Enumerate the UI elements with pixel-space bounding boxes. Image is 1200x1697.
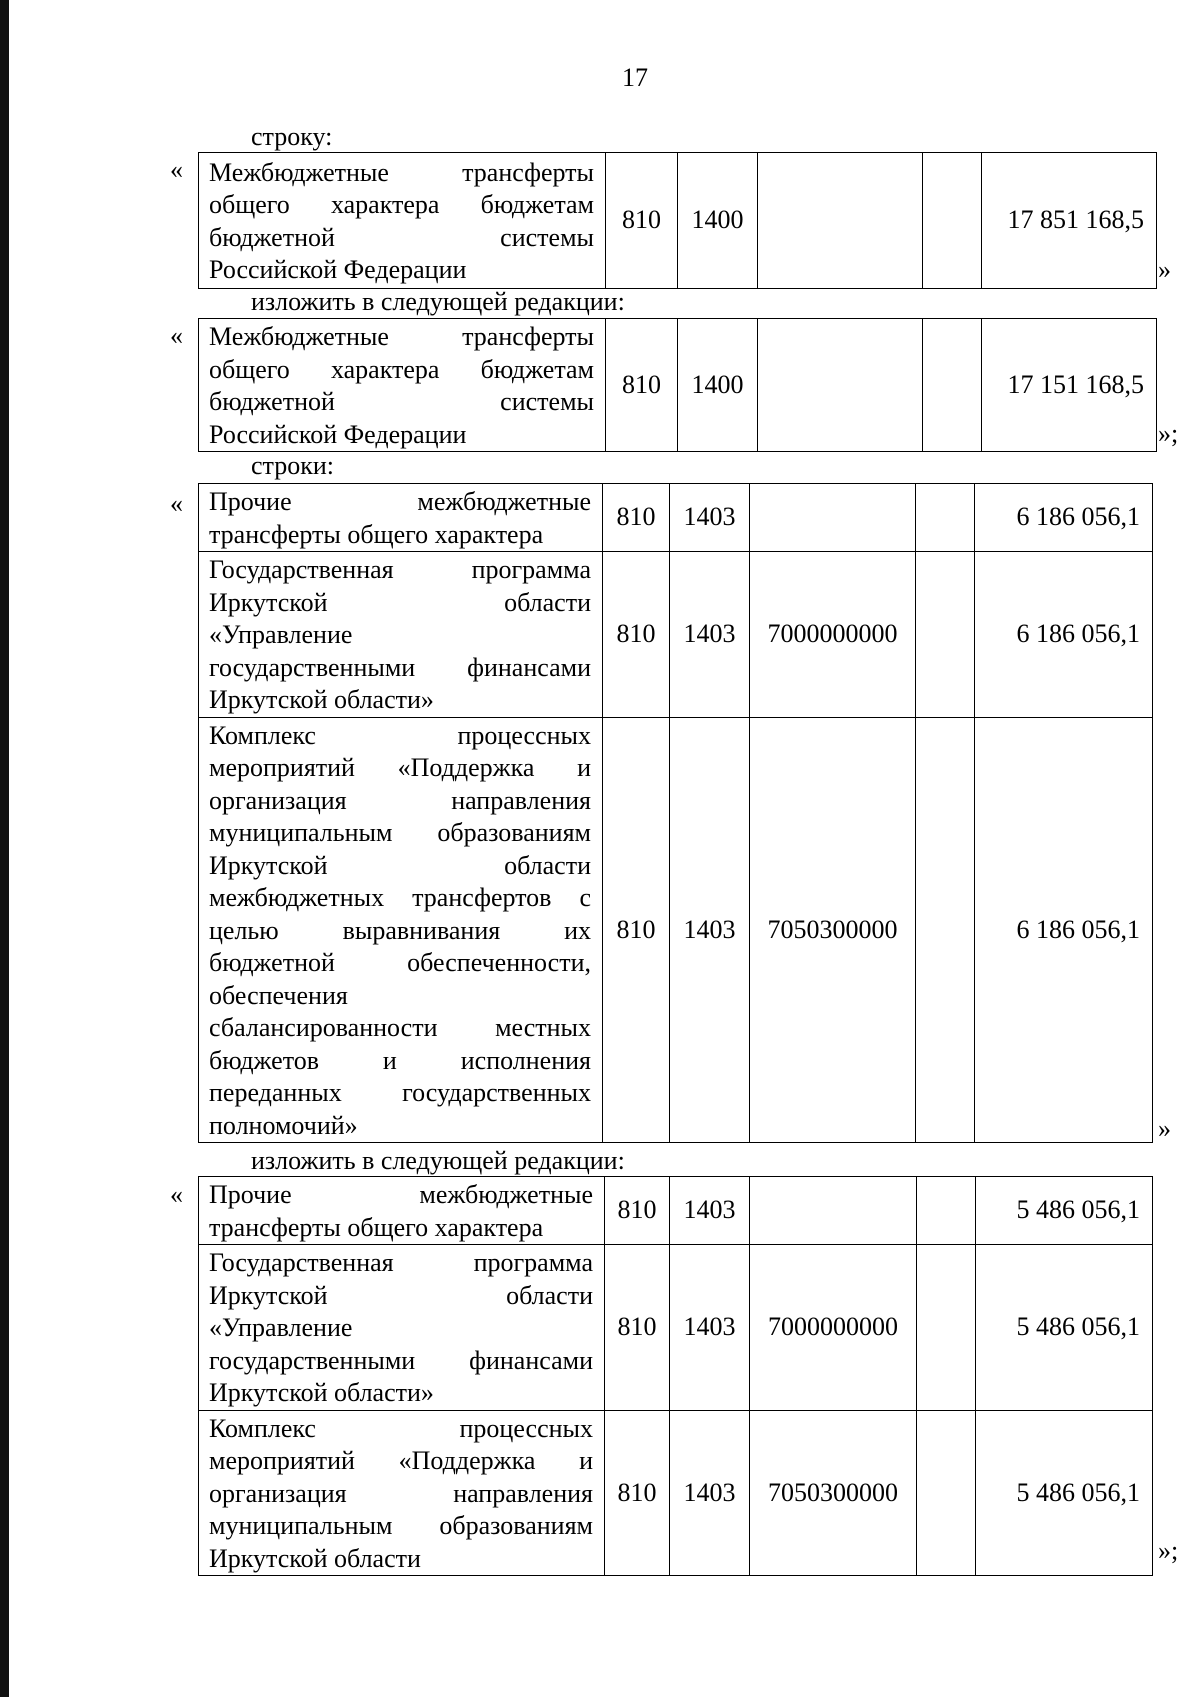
ministry-code: 810 (605, 1410, 670, 1576)
target-article-code (750, 484, 916, 552)
amount-value: 17 851 168,5 (982, 153, 1157, 289)
table-row (199, 319, 1157, 452)
description-line: организация направления (209, 1478, 593, 1508)
opening-quote: « (170, 321, 183, 350)
target-article-code: 7000000000 (750, 1245, 917, 1411)
description-line: государственными финансами (209, 1345, 593, 1375)
ministry-code: 810 (606, 319, 678, 452)
amount-value: 5 486 056,1 (976, 1410, 1153, 1576)
amount-value: 6 186 056,1 (975, 484, 1153, 552)
description-line: Иркутской области» (209, 1378, 434, 1407)
description-line: Комплекс процессных (209, 1413, 593, 1443)
section-code: 1403 (670, 552, 750, 718)
closing-quote: » (1158, 255, 1171, 284)
description-line: межбюджетных трансфертов с (209, 883, 591, 912)
target-article-code (750, 1177, 917, 1245)
section-code: 1400 (678, 153, 758, 289)
description-line: мероприятий «Поддержка и (209, 753, 591, 782)
description-line: общего характера бюджетам (209, 190, 594, 219)
target-article-code: 7050300000 (750, 717, 916, 1143)
expense-description (199, 153, 606, 289)
description-line: Иркутской области (209, 1543, 421, 1573)
description-line: Иркутской области (209, 1280, 593, 1310)
expense-description (199, 319, 606, 452)
ministry-code: 810 (603, 484, 670, 552)
description-line: Российской Федерации (209, 419, 467, 449)
target-article-code: 7000000000 (750, 552, 916, 718)
target-article-code (758, 319, 923, 452)
target-article-code (758, 153, 923, 289)
description-line: целью выравнивания их (209, 915, 591, 945)
closing-quote: »; (1158, 419, 1179, 448)
expense-type-code (917, 1245, 976, 1411)
description-line: Комплекс процессных (209, 720, 591, 750)
description-line: «Управление (209, 620, 353, 649)
description-line: Иркутской области (209, 587, 591, 617)
amount-value: 5 486 056,1 (976, 1177, 1153, 1245)
budget-table (198, 152, 1157, 289)
description-line: «Управление (209, 1313, 353, 1342)
description-line: Иркутской области» (209, 685, 434, 714)
budget-table (198, 1176, 1153, 1576)
expense-type-code (917, 1177, 976, 1245)
expense-description (199, 552, 603, 718)
description-line: Межбюджетные трансферты (209, 322, 594, 351)
expense-description (199, 717, 603, 1143)
description-line: трансферты общего характера (209, 519, 544, 549)
page-number: 17 (622, 63, 648, 92)
description-line: бюджетов и исполнения (209, 1045, 591, 1075)
description-line: Межбюджетные трансферты (209, 157, 594, 187)
section-code: 1403 (670, 1177, 750, 1245)
expense-description (199, 1177, 605, 1245)
table-row (199, 552, 1153, 718)
description-line: государственными финансами (209, 652, 591, 682)
amount-value: 6 186 056,1 (975, 717, 1153, 1143)
description-line: Прочие межбюджетные (209, 487, 591, 516)
description-line: бюджетной системы (209, 387, 594, 416)
expense-description (199, 484, 603, 552)
description-line: организация направления (209, 785, 591, 815)
description-line: бюджетной обеспеченности, (209, 948, 591, 977)
amount-value: 17 151 168,5 (982, 319, 1157, 452)
section-code: 1403 (670, 484, 750, 552)
block-caption: строки: (251, 451, 334, 480)
description-line: Государственная программа (209, 555, 591, 584)
description-line: полномочий» (209, 1110, 358, 1140)
expense-type-code (917, 1410, 976, 1576)
table-row (199, 153, 1157, 289)
description-line: переданных государственных (209, 1078, 591, 1107)
block-caption: изложить в следующей редакции: (251, 287, 625, 316)
description-line: трансферты общего характера (209, 1212, 544, 1242)
opening-quote: « (170, 1180, 183, 1209)
opening-quote: « (170, 155, 183, 184)
expense-type-code (916, 484, 975, 552)
block-caption: строку: (251, 122, 333, 151)
description-line: бюджетной системы (209, 222, 594, 252)
table-row (199, 717, 1153, 1143)
description-line: мероприятий «Поддержка и (209, 1446, 593, 1475)
expense-type-code (923, 319, 982, 452)
table-row (199, 1177, 1153, 1245)
description-line: Иркутской области (209, 850, 591, 880)
block-caption: изложить в следующей редакции: (251, 1146, 625, 1175)
closing-quote: »; (1158, 1536, 1179, 1565)
description-line: муниципальным образованиям (209, 1511, 593, 1540)
description-line: обеспечения (209, 980, 348, 1010)
ministry-code: 810 (603, 717, 670, 1143)
description-line: Государственная программа (209, 1248, 593, 1277)
expense-type-code (916, 717, 975, 1143)
closing-quote: » (1158, 1114, 1171, 1143)
table-row (199, 1245, 1153, 1411)
expense-description (199, 1410, 605, 1576)
expense-type-code (923, 153, 982, 289)
budget-table (198, 318, 1157, 452)
description-line: Российской Федерации (209, 255, 467, 284)
description-line: общего характера бюджетам (209, 354, 594, 384)
ministry-code: 810 (603, 552, 670, 718)
expense-type-code (916, 552, 975, 718)
budget-table (198, 483, 1153, 1143)
description-line: Прочие межбюджетные (209, 1180, 593, 1209)
table-row (199, 484, 1153, 552)
expense-description (199, 1245, 605, 1411)
section-code: 1403 (670, 1410, 750, 1576)
amount-value: 6 186 056,1 (975, 552, 1153, 718)
section-code: 1400 (678, 319, 758, 452)
description-line: муниципальным образованиям (209, 818, 591, 847)
amount-value: 5 486 056,1 (976, 1245, 1153, 1411)
table-row (199, 1410, 1153, 1576)
ministry-code: 810 (605, 1245, 670, 1411)
section-code: 1403 (670, 717, 750, 1143)
ministry-code: 810 (606, 153, 678, 289)
section-code: 1403 (670, 1245, 750, 1411)
opening-quote: « (170, 489, 183, 518)
scan-edge (0, 0, 9, 1697)
target-article-code: 7050300000 (750, 1410, 917, 1576)
ministry-code: 810 (605, 1177, 670, 1245)
description-line: сбалансированности местных (209, 1013, 591, 1042)
